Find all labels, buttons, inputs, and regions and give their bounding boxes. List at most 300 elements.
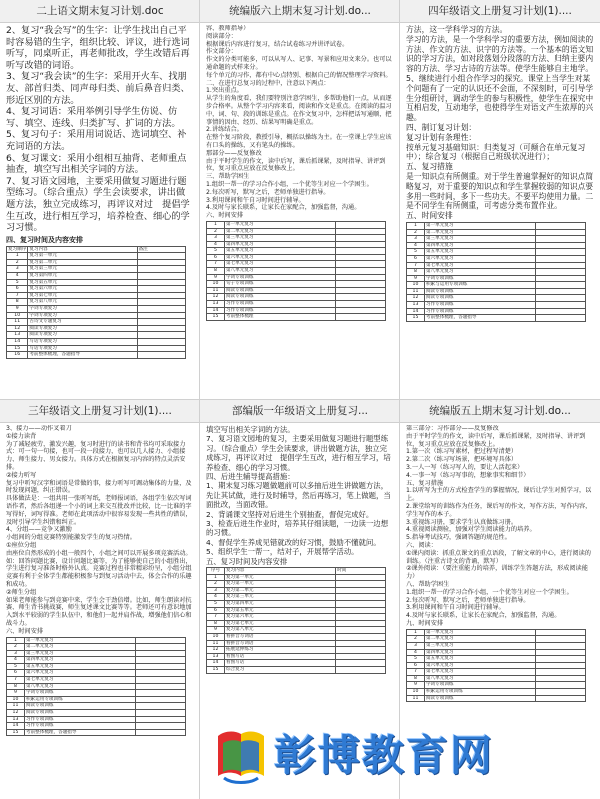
row-number: 9 (7, 306, 28, 313)
row-content: 复习第七单元 (28, 292, 137, 299)
row-content: 考前整体梳理 (224, 314, 335, 321)
paragraph-list (406, 25, 594, 221)
doc-paragraph: 二、在进行总复习的过程中，注意以下两点： (206, 79, 330, 87)
doc-paragraph: 在整个复习阶段，教授引导，概括以操练为主。在一堂课上学生应该有口头的操练，又有笔头的操练。 (206, 134, 392, 149)
row-note (536, 249, 586, 256)
row-note (536, 262, 586, 269)
doc-paragraph: 阅读部分： (206, 32, 237, 40)
paragraph-list (206, 425, 394, 566)
row-content: 第八单元复习 (224, 268, 335, 275)
schedule-rows (407, 222, 586, 321)
row-number: 1 (407, 222, 425, 229)
table-row (207, 221, 386, 228)
row-note (536, 656, 586, 663)
grid-divider (0, 399, 600, 400)
row-content: 阅读专项复习 (28, 325, 137, 332)
row-content: 习作专项训练 (424, 308, 535, 315)
row-number: 3 (207, 235, 225, 242)
row-number: 8 (207, 268, 225, 275)
doc-paragraph: 五、时间安排 (406, 211, 453, 221)
row-note (137, 292, 186, 299)
row-content: 复习第三单元 (224, 594, 335, 601)
row-content: 看拼音写词语 (224, 640, 335, 647)
table-row (407, 295, 586, 302)
row-number: 7 (407, 262, 425, 269)
row-note (136, 696, 186, 703)
row-number: 4 (407, 649, 425, 656)
table-row (407, 669, 586, 676)
table-row (7, 644, 186, 651)
table-row (7, 312, 186, 319)
table-header-row (7, 246, 186, 253)
row-number: 8 (7, 683, 25, 690)
doc-title[interactable]: 四年级语文上册复习计划(1).... (400, 0, 600, 23)
doc-paragraph: 4.及时与家长联系，让家长在家配合，加强监督，沟通。 (406, 612, 561, 620)
row-content: 阅读专项复习 (28, 332, 137, 339)
doc-paragraph: 由于平时学生的作文，读中后写，课后抓课紧，及时指导、讲评到位，复习重点应放在反复修改上。 (406, 432, 586, 448)
table-row (207, 640, 386, 647)
row-note (336, 601, 386, 608)
table-row (407, 222, 586, 229)
table-row (7, 690, 186, 697)
row-content: 第六单元复习 (24, 670, 135, 677)
table-row (207, 268, 386, 275)
row-note (536, 222, 586, 229)
doc-paragraph: 7、复习语文园地的复习，主要采用做复习题进行题型练习。（综合重点）学生会读要求，讲出做题方法，独立完成练习，再评议对过 提倡学生互改，进行相互学习，培养检查、细心的学习习惯。 (206, 434, 391, 472)
row-note (136, 710, 186, 717)
row-content: 第一单元复习 (424, 222, 535, 229)
doc-paragraph: 方法，这一学科学习的方法。 (406, 25, 508, 34)
row-note (536, 308, 586, 315)
row-number: 6 (207, 607, 225, 614)
table-row (7, 657, 186, 664)
row-number: 12 (7, 325, 28, 332)
row-content: 第七单元复习 (224, 261, 335, 268)
row-content: 习作专项训练 (224, 301, 335, 308)
row-content: 第七单元复习 (424, 262, 535, 269)
row-note (336, 274, 386, 281)
table-row (207, 261, 386, 268)
table-row (407, 629, 586, 636)
row-number: 3 (7, 650, 25, 657)
row-content: 复习第六单元 (224, 614, 335, 621)
row-number: 5 (407, 656, 425, 663)
doc-paragraph: 2、复习“我会写”的生字：让学生找出自己平时容易错的生字，组织比较、评议，进行选词听写，同桌听正，再老师批改，学生改错后再听写改错的词语。 (6, 25, 190, 71)
row-content: 写话专项复习 (28, 339, 137, 346)
row-content: 复习第一单元 (28, 253, 137, 260)
table-row (407, 255, 586, 262)
row-note (336, 653, 386, 660)
row-number: 9 (407, 275, 425, 282)
row-note (136, 657, 186, 664)
table-row (207, 594, 386, 601)
row-content: 第四单元复习 (424, 649, 535, 656)
table-row (7, 325, 186, 332)
table-row (7, 266, 186, 273)
doc-paragraph: ②接力听写 (6, 471, 37, 479)
doc-paragraph: 3、接力——动作叉着刀 (6, 425, 72, 432)
row-number: 1 (7, 253, 28, 260)
table-row (407, 649, 586, 656)
row-note (137, 312, 186, 319)
table-row (207, 614, 386, 621)
table-row (7, 306, 186, 313)
table-row (407, 249, 586, 256)
table-row (207, 581, 386, 588)
row-note (536, 302, 586, 309)
row-content: 阅读专项训练 (24, 703, 135, 710)
doc-paragraph: 1、期末复习练习题做题前可以多抽后进生讲做题方法，先让其试做，进行及时辅导，然后再练习，笔上做题，当面批改，当面改错。 (206, 481, 391, 510)
doc-paragraph: 3.利用课间和午自习时间进行辅导。 (206, 196, 305, 204)
row-content: 复习第一单元 (224, 581, 335, 588)
doc-preview-card[interactable] (0, 0, 200, 399)
row-number: 6 (7, 670, 25, 677)
row-note (137, 345, 186, 352)
row-number: 3 (7, 266, 28, 273)
open-book-logo-icon (214, 728, 268, 786)
table-row (207, 235, 386, 242)
row-note (137, 332, 186, 339)
brand-text: 彰博教育网 (274, 731, 495, 780)
row-content: 习作专项训练 (24, 723, 135, 730)
row-note (137, 253, 186, 260)
row-content: 习作专项训练 (224, 307, 335, 314)
row-number: 11 (7, 703, 25, 710)
row-number: 7 (7, 292, 28, 299)
row-content: 积累与运用专项训练 (424, 282, 535, 289)
row-number: 2 (7, 644, 25, 651)
doc-paragraph: 复习计划有条理性： (406, 132, 477, 142)
row-note (336, 301, 386, 308)
doc-paragraph: 四、后进生辅导提高措施： (206, 472, 295, 482)
doc-paragraph: 1.组织一帮一的学习合作小组，一个优等生对应一个学困生。 (206, 180, 373, 188)
row-number: 13 (7, 716, 25, 723)
schedule-table (406, 629, 586, 703)
doc-paragraph: 由于平时学生的作文，读中后写，课后抓课紧，及时指导、讲评到位，复习重点应放在反复修改上。 (206, 157, 386, 173)
row-number: 12 (207, 647, 225, 654)
row-number: 7 (207, 614, 225, 621)
table-row (407, 695, 586, 702)
row-note (336, 281, 386, 288)
table-row (207, 301, 386, 308)
row-note (336, 235, 386, 242)
doc-page-body (6, 425, 194, 797)
row-number: 7 (7, 677, 25, 684)
row-content: 古诗文专题复习 (28, 319, 137, 326)
table-row (407, 282, 586, 289)
schedule-rows (207, 221, 386, 320)
row-note (137, 299, 186, 306)
row-note (536, 629, 586, 636)
row-content: 第八单元复习 (24, 683, 135, 690)
row-number: 1 (207, 574, 225, 581)
doc-preview-card[interactable] (200, 0, 400, 399)
row-note (536, 269, 586, 276)
doc-paragraph: 4.及时与家长联系，让家长在家配合，加强监督，沟通。 (206, 204, 361, 212)
row-number: 5 (7, 279, 28, 286)
row-note (536, 315, 586, 322)
row-content: 第四单元复习 (24, 657, 135, 664)
row-note (137, 319, 186, 326)
doc-paragraph: 2.每次听写、默写之后，老师单独进行指导。 (406, 596, 530, 604)
table-row (407, 275, 586, 282)
row-content: 第五单元复习 (424, 249, 535, 256)
row-number: 14 (7, 723, 25, 730)
row-note (136, 650, 186, 657)
row-number: 1 (207, 221, 225, 228)
row-note (536, 255, 586, 262)
row-note (136, 703, 186, 710)
doc-paragraph: 从学生的角度看，我们要特别注意学困生，多帮助他们一点，从而逐步合格率。从整个学习内容来看，阅读和作文是重点。在阅读的温习中，词、句、段的训练是重点。在作文复习中，怎样把话写通顺，把事情的因由、经历、结果写明确是重点。 (206, 95, 392, 126)
row-note (336, 647, 386, 654)
row-content: 字词专项训练 (424, 275, 535, 282)
doc-paragraph: 4.一事一写（练习写事的，想象事实和细节） (406, 471, 530, 479)
row-number: 12 (407, 295, 425, 302)
doc-paragraph: 5、复习句子：采用用词说话、选词填空、补充词语的方法。 (6, 129, 187, 152)
doc-title[interactable]: 三年级语文上册复习计划(1).... (0, 400, 200, 423)
row-number: 11 (207, 287, 225, 294)
row-number: 3 (407, 642, 425, 649)
doc-paragraph: 八、帮助学困生 (406, 580, 450, 588)
row-number: 14 (207, 660, 225, 667)
row-note (137, 279, 186, 286)
row-number: 15 (207, 314, 225, 321)
row-note (536, 642, 586, 649)
row-note (536, 675, 586, 682)
row-number: 2 (407, 229, 425, 236)
row-number: 10 (407, 282, 425, 289)
row-number: 5 (207, 248, 225, 255)
table-row (407, 288, 586, 295)
row-note (137, 306, 186, 313)
row-note (136, 729, 186, 736)
row-number: 4 (207, 594, 225, 601)
row-content: 复习第六单元 (28, 286, 137, 293)
row-content: 阅读专项训练 (424, 295, 535, 302)
row-content: 第一单元复习 (224, 221, 335, 228)
row-number: 6 (207, 254, 225, 261)
doc-paragraph: 1.组织一帮一的学习合作小组，一个优等生对应一个学困生。 (406, 588, 573, 596)
row-content: 第五单元复习 (424, 656, 535, 663)
row-content: 第五单元复习 (224, 248, 335, 255)
row-number: 9 (207, 627, 225, 634)
row-content: 第二单元复习 (424, 636, 535, 643)
doc-title[interactable]: 部编版一年级语文上册复习... (200, 400, 400, 423)
row-note (336, 314, 386, 321)
row-content: 阅读专项训练 (224, 294, 335, 301)
table-row (407, 242, 586, 249)
table-row (407, 229, 586, 236)
table-row (207, 294, 386, 301)
table-row (407, 236, 586, 243)
table-row (7, 716, 186, 723)
row-number: 3 (207, 587, 225, 594)
doc-paragraph: 六、时间安排 (206, 212, 244, 220)
row-content: 第二单元复习 (424, 229, 535, 236)
row-number: 13 (7, 332, 28, 339)
row-content: 写话专项复习 (28, 345, 137, 352)
doc-paragraph: 由座位自然形成的小组一般四个，小组之间可以开展多项竞赛活动。如：回答问题比赛，设计问题比赛等，为了能够使自己的小组胜出，学生进行复习准备时格外认真。竞赛过程也非常精彩纷呈，小组分组竞赛有利于全体学生都能积极参与到复习活动中去，体会合作的乐趣和成功。 (6, 549, 192, 588)
row-note (536, 275, 586, 282)
doc-paragraph: 1.以听写为主的方式检查学生的掌握情况，课后让学生对照学习，以上。 (406, 487, 592, 503)
row-note (136, 690, 186, 697)
doc-paragraph: 如果老师能参与到竞赛中来，学生会干劲倍增。比如，师生朗读对抗赛、师生背书挑战赛，师生复述课文比赛等等。老师还可有意识地加入到水平较弱的学生队伍中，和他们一起并肩作战，增强他们信心和战斗力。 (6, 596, 192, 627)
doc-page-body (406, 25, 594, 397)
site-watermark (214, 726, 495, 792)
table-row (407, 689, 586, 696)
doc-paragraph: ①接力读背 (6, 432, 37, 440)
doc-title[interactable]: 统编版五上期末复习计划.do... (400, 400, 600, 423)
row-content: 第二单元复习 (24, 644, 135, 651)
doc-paragraph: 3.一人一写（练习写人的，要让人活起来） (406, 463, 524, 471)
doc-paragraph: 六、时间安排 (6, 627, 44, 635)
row-note (536, 295, 586, 302)
table-row (407, 642, 586, 649)
row-content: 考前整体梳理，答题指导 (24, 729, 135, 736)
row-content: 习作专项训练 (424, 302, 535, 309)
row-note (336, 640, 386, 647)
doc-paragraph: 3、复习“我会读”的生字：采用开火车、找朋友、部首归类、同声母归类、前后鼻音归类、形近区别的方法。 (6, 71, 190, 106)
table-row (207, 587, 386, 594)
row-content: 第八单元复习 (424, 269, 535, 276)
row-number: 9 (207, 274, 225, 281)
row-note (136, 677, 186, 684)
table-row (7, 683, 186, 690)
doc-preview-card[interactable] (400, 0, 600, 399)
row-note (136, 637, 186, 644)
doc-paragraph: 根据课后内容进行复习，结合试卷练习并讲评试卷。 (206, 40, 349, 48)
row-content: 字词专项训练 (424, 682, 535, 689)
row-note (536, 282, 586, 289)
row-note (536, 689, 586, 696)
doc-paragraph: 填空写出相关字词的方法。 (206, 425, 295, 434)
table-row (7, 259, 186, 266)
row-number: 2 (207, 228, 225, 235)
doc-paragraph: 五、复习措施 (406, 479, 444, 487)
row-content: 复习第二单元 (28, 259, 137, 266)
row-content: 拓展延伸练习 (224, 647, 335, 654)
row-number: 12 (7, 710, 25, 717)
table-row (7, 677, 186, 684)
row-note (536, 695, 586, 702)
row-content: 第八单元复习 (424, 675, 535, 682)
table-row (7, 253, 186, 260)
doc-paragraph: 三、帮助学困生 (206, 173, 250, 181)
row-number: 8 (207, 620, 225, 627)
doc-paragraph: 2.课堂给写的训练作为任务，课后写的作文，写作方法，写作内容，学生写作的本子。 (406, 502, 592, 518)
row-note (536, 242, 586, 249)
section-heading: 四、复习时间及内容安排 (6, 235, 83, 244)
doc-paragraph: 1.第一次（练习写素材，把过程写清楚） (406, 448, 518, 456)
doc-paragraph: 4、分组——竞争又激励 (6, 526, 72, 534)
row-number: 6 (7, 286, 28, 293)
doc-paragraph: 3.利用课间和午自习时间进行辅导。 (406, 604, 505, 612)
row-number: 5 (207, 601, 225, 608)
row-content: 复习第二单元 (224, 587, 335, 594)
table-row (407, 262, 586, 269)
doc-paragraph: 按单元复习基础知识：归类复习（可颠合在单元复习中）；综合复习（根据自己班级状况进行）； (406, 142, 586, 162)
row-number: 11 (407, 695, 425, 702)
doc-title[interactable]: 二上语文期末复习计划.doc (0, 0, 200, 23)
doc-preview-card[interactable] (0, 400, 200, 799)
row-number: 12 (207, 294, 225, 301)
row-note (137, 352, 186, 359)
row-content: 阅读专项训练 (424, 695, 535, 702)
table-row (407, 308, 586, 315)
doc-paragraph: ①座位分组 (6, 541, 37, 549)
table-row (207, 274, 386, 281)
doc-paragraph: 4.重视阅读测验，加强对学生阅读能力的培养。 (406, 526, 536, 534)
row-number: 4 (207, 241, 225, 248)
row-number: 6 (407, 255, 425, 262)
row-number: 15 (7, 345, 28, 352)
row-content: 第四单元复习 (424, 242, 535, 249)
table-row (7, 723, 186, 730)
row-number: 8 (407, 269, 425, 276)
table-row (7, 286, 186, 293)
row-content: 字词专项复习 (28, 306, 137, 313)
table-row (407, 662, 586, 669)
table-row (207, 653, 386, 660)
row-note (136, 663, 186, 670)
row-number: 11 (407, 288, 425, 295)
table-row (407, 302, 586, 309)
doc-paragraph: 7、复习语文园地，主要采用做复习题进行题型练习。（综合重点）学生会读要求，讲出做题方法，独立完成练习，再评议对过 提倡学生互改，进行相互学习，培养检查、细心的学习习惯。 (6, 175, 190, 234)
table-row (7, 670, 186, 677)
row-note (336, 261, 386, 268)
schedule-table (206, 567, 386, 674)
table-header-cell: 复习顺序 (8, 246, 27, 252)
table-row (7, 339, 186, 346)
table-row (7, 352, 186, 359)
row-content: 考前整体梳理，答题指导 (28, 352, 137, 359)
row-note (336, 667, 386, 674)
doc-paragraph: ②师生分组 (6, 588, 37, 596)
row-number: 13 (207, 301, 225, 308)
row-note (536, 236, 586, 243)
table-row (7, 637, 186, 644)
schedule-table (6, 246, 186, 359)
row-note (136, 644, 186, 651)
row-content: 第二单元复习 (224, 228, 335, 235)
row-content: 句子专项训练 (224, 281, 335, 288)
table-row (207, 228, 386, 235)
row-number: 10 (407, 689, 425, 696)
table-row (7, 710, 186, 717)
doc-paragraph: 四、制订复习计划： (406, 122, 477, 132)
row-note (137, 266, 186, 273)
doc-paragraph: 九、时间安排 (406, 619, 444, 627)
table-row (407, 675, 586, 682)
row-content: 第三单元复习 (424, 642, 535, 649)
table-row (207, 620, 386, 627)
table-row (407, 269, 586, 276)
row-content: 复习第八单元 (224, 627, 335, 634)
table-row (407, 315, 586, 322)
row-number: 4 (407, 242, 425, 249)
table-row (7, 332, 186, 339)
row-note (336, 248, 386, 255)
row-number: 15 (407, 315, 425, 322)
row-number: 11 (207, 640, 225, 647)
schedule-rows (7, 637, 186, 736)
table-row (407, 636, 586, 643)
row-number: 3 (407, 236, 425, 243)
row-number: 4 (7, 273, 28, 280)
table-row (7, 703, 186, 710)
table-row (7, 729, 186, 736)
doc-title[interactable]: 统编版六上期末复习计划.do... (200, 0, 400, 23)
